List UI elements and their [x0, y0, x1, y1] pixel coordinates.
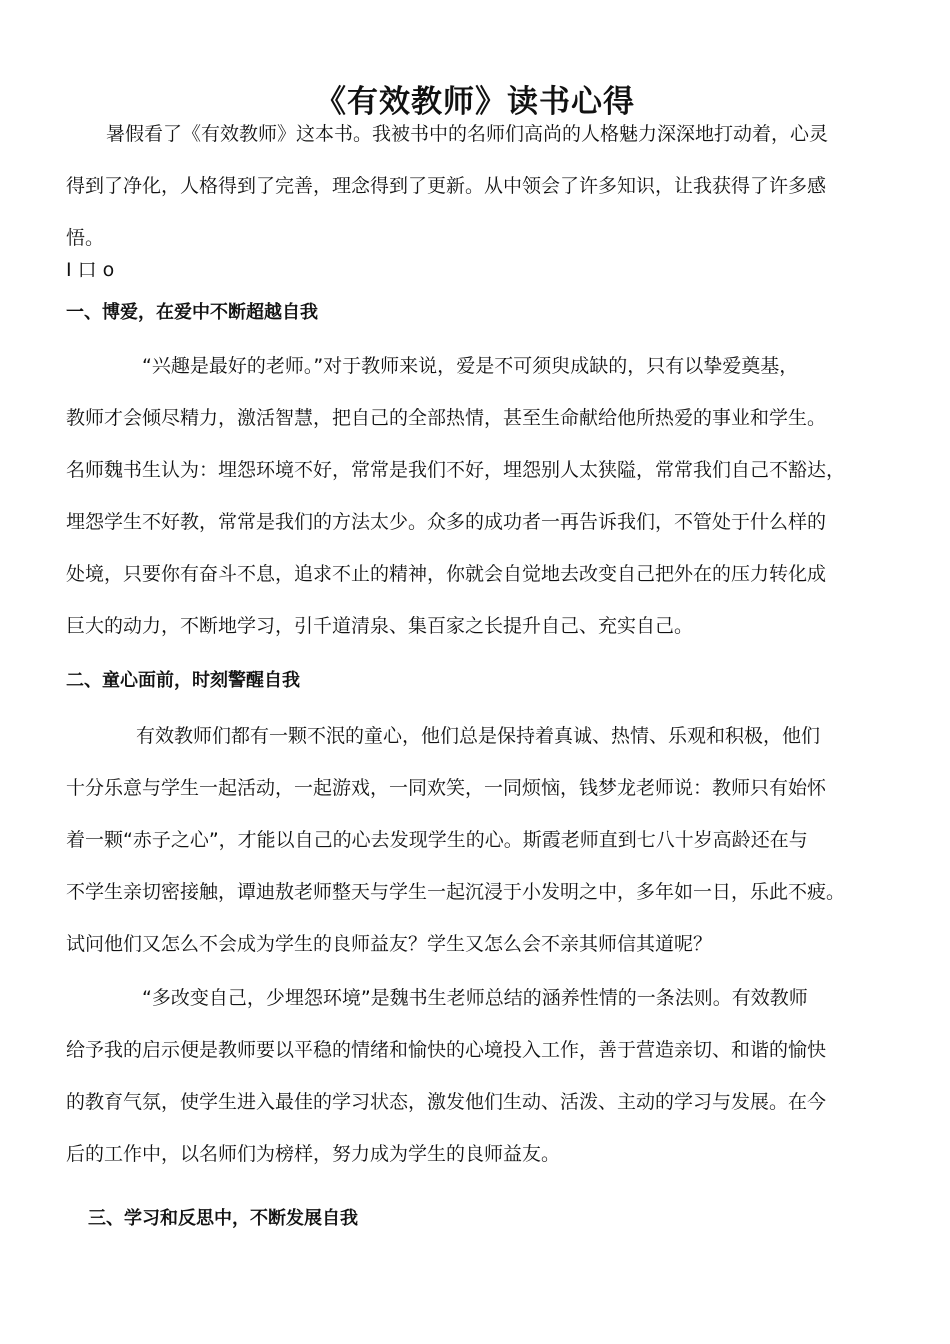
paragraph-line: 暑假看了《有效教师》这本书。我被书中的名师们高尚的人格魅力深深地打动着，心灵 [106, 123, 829, 145]
paragraph-line: 埋怨学生不好教，常常是我们的方法太少。众多的成功者一再告诉我们，不管处于什么样的 [66, 511, 827, 533]
section-2-paragraph-2 [66, 972, 898, 1180]
paragraph-line: 着一颗“赤子之心”，才能以自己的心去发现学生的心。斯霞老师直到七八十岁高龄还在与 [66, 829, 808, 851]
paragraph-line: “多改变自己，少埋怨环境”是魏书生老师总结的涵养性情的一条法则。有效教师 [142, 987, 808, 1009]
paragraph-line: 巨大的动力，不断地学习，引千道清泉、集百家之长提升自己、充实自己。 [66, 615, 694, 637]
section-heading-1: 一、博爱，在爱中不断超越自我 [66, 302, 318, 323]
paragraph-line: 后的工作中，以名师们为榜样，努力成为学生的良师益友。 [66, 1143, 561, 1165]
section-2-paragraph-1 [66, 710, 898, 970]
stray-characters: I 口 o [66, 259, 115, 281]
paragraph-line: 有效教师们都有一颗不泯的童心，他们总是保持着真诚、热情、乐观和积极，他们 [136, 725, 821, 747]
paragraph-line: 教师才会倾尽精力，激活智慧，把自己的全部热情，甚至生命献给他所热爱的事业和学生。 [66, 407, 827, 429]
paragraph-line: 得到了净化，人格得到了完善，理念得到了更新。从中领会了许多知识，让我获得了许多感 [66, 175, 827, 197]
paragraph-line: 名师魏书生认为：埋怨环境不好，常常是我们不好，埋怨别人太狭隘，常常我们自己不豁达， [66, 459, 846, 481]
paragraph-line: 处境，只要你有奋斗不息，追求不止的精神，你就会自觉地去改变自己把外在的压力转化成 [66, 563, 827, 585]
intro-paragraph [66, 108, 898, 264]
paragraph-line: 给予我的启示便是教师要以平稳的情绪和愉快的心境投入工作，善于营造亲切、和谐的愉快 [66, 1039, 827, 1061]
section-heading-2: 二、童心面前，时刻警醒自我 [66, 670, 300, 691]
document-title: 《有效教师》读书心得 [315, 83, 635, 120]
paragraph-line: 不学生亲切密接触，谭迪敖老师整天与学生一起沉浸于小发明之中，多年如一日，乐此不疲。 [66, 881, 846, 903]
paragraph-line: “兴趣是最好的老师。”对于教师来说，爱是不可须臾成缺的，只有以挚爱奠基， [142, 355, 799, 377]
section-1-paragraph [66, 340, 898, 652]
paragraph-line: 十分乐意与学生一起活动，一起游戏，一同欢笑，一同烦恼，钱梦龙老师说：教师只有始怀 [66, 777, 827, 799]
paragraph-line: 试问他们又怎么不会成为学生的良师益友？学生又怎么会不亲其师信其道呢？ [66, 933, 713, 955]
section-heading-3: 三、学习和反思中，不断发展自我 [88, 1208, 358, 1229]
paragraph-line: 悟。 [66, 227, 105, 249]
paragraph-line: 的教育气氛，使学生进入最佳的学习状态，激发他们生动、活泼、主动的学习与发展。在今 [66, 1091, 827, 1113]
